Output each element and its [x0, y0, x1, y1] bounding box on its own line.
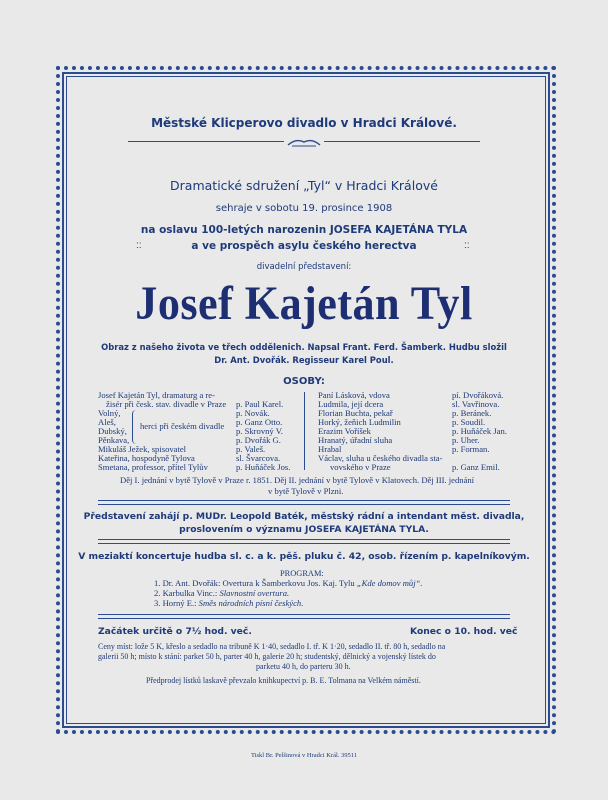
- cast-role: Volný,: [98, 408, 121, 418]
- marks-left: ::: [136, 240, 142, 251]
- section-divider: [98, 500, 510, 505]
- divider-left: [128, 141, 284, 142]
- cast-role: vovského v Praze: [330, 462, 391, 472]
- lecture-line-2: proslovením o významu JOSEFA KAJETÁNA TYLA.: [179, 524, 429, 535]
- program-work: Slavnostní overtura.: [219, 588, 290, 598]
- cast-role: Paní Lásková, vdova: [318, 390, 390, 400]
- cast-actor: sl. Vavřinova.: [452, 399, 500, 409]
- cast-actor: p. Soudil.: [452, 417, 486, 427]
- cast-actor: p. Ganz Emil.: [452, 462, 500, 472]
- printer-note: Tiskl Br. Pelšinová v Hradci Král. 39511: [250, 752, 358, 759]
- end-time: Konec o 10. hod. več: [410, 626, 518, 637]
- cast-role: Erazim Voříšek: [318, 426, 371, 436]
- program-item: [154, 599, 303, 609]
- cast-actor: pí. Dvořáková.: [452, 390, 504, 400]
- cast-role: Aleš,: [98, 417, 116, 427]
- performance-label: divadelní představení:: [256, 262, 352, 272]
- cast-actor: p. Novák.: [236, 408, 270, 418]
- acts-line-2: v bytě Tylově v Plzni.: [268, 486, 344, 496]
- cast-brace-note: herci při českém divadle: [140, 421, 225, 431]
- cast-role: Mikuláš Ježek, spisovatel: [98, 444, 187, 454]
- cast-role: Dubský,: [98, 426, 127, 436]
- prices-line-3: parketu 40 h, do parteru 30 h.: [256, 662, 351, 671]
- cast-actor: p. Ganz Otto.: [236, 417, 283, 427]
- program-work: „Kde domov můj“.: [356, 578, 423, 588]
- association-line: Dramatické sdružení „Tyl“ v Hradci Králové: [170, 178, 438, 193]
- cast-role: Kateřina, hospodyně Tylova: [98, 453, 195, 463]
- cast-role: Pěnkava,: [98, 435, 130, 445]
- cast-role: Josef Kajetán Tyl, dramaturg a re-: [98, 390, 215, 400]
- lecture-line-1: Představení zahájí p. MUDr. Leopold Baték, městský rádní a intendant měst. divadla,: [83, 511, 525, 522]
- cast-actor: p. Forman.: [452, 444, 490, 454]
- cast-role: Hranatý, úřadní sluha: [318, 435, 393, 445]
- program-work: Směs národních písní českých.: [198, 598, 304, 608]
- occasion-line-2: a ve prospěch asylu českého herectva: [191, 240, 417, 252]
- subtitle-line-1: Obraz z našeho života ve třech oddělenich. Napsal Frant. Ferd. Šamberk. Hudbu složil: [101, 342, 507, 352]
- cast-actor: p. Huňáček Jan.: [452, 426, 507, 436]
- cast-actor: p. Dvořák G.: [236, 435, 281, 445]
- date-line: sehraje v sobotu 19. prosince 1908: [215, 203, 393, 214]
- marks-right: ::: [464, 240, 470, 251]
- cast-actor: p. Beránek.: [452, 408, 492, 418]
- section-divider: [98, 614, 510, 619]
- cast-role: Ludmila, její dcera: [318, 399, 384, 409]
- section-divider: [98, 539, 510, 544]
- start-time: Začátek určitě o 7½ hod. več.: [98, 626, 252, 637]
- cast-role: Florian Buchta, pekař: [318, 408, 393, 418]
- cast-role: Smetana, professor, přítel Tylův: [98, 462, 208, 472]
- cast-actor: p. Skrovný V.: [236, 426, 283, 436]
- cast-heading: OSOBY:: [283, 376, 325, 387]
- play-title: Josef Kajetán Tyl: [135, 277, 473, 330]
- divider-right: [324, 141, 480, 142]
- cast-actor: p. Paul Karel.: [236, 399, 284, 409]
- cast-role: Horký, žeňich Ludmilin: [318, 417, 401, 427]
- cast-divider: [304, 392, 305, 470]
- presale-note: Předprodej lístků laskavě převzalo knihkupectví p. B. E. Tolmana na Velkém náměstí.: [146, 676, 421, 685]
- cast-actor: sl. Švarcova.: [236, 453, 281, 463]
- theatre-name: Městské Klicperovo divadlo v Hradci Králové.: [151, 116, 457, 130]
- occasion-line-1: na oslavu 100-letých narozenin JOSEFA KAJETÁNA TYLA: [140, 224, 468, 236]
- cast-actor: p. Uher.: [452, 435, 480, 445]
- cast-role: žisér při česk. stav. divadle v Praze: [106, 399, 227, 409]
- subtitle-line-2: Dr. Ant. Dvořák. Regisseur Karel Poul.: [214, 355, 394, 365]
- cast-actor: p. Huňáček Jos.: [236, 462, 291, 472]
- ornament-icon: [286, 135, 322, 147]
- program-heading: PROGRAM:: [280, 569, 324, 578]
- program-composer: 3. Horný E.:: [154, 598, 197, 608]
- prices-line-1: Ceny míst: lože 5 K, křeslo a sedadlo na tribuně K 1·40, sedadlo I. tř. K 1·20, sedadlo II. tř. 80 h, sedadlo na: [98, 642, 446, 651]
- cast-role: Václav, sluha u českého divadla sta-: [318, 453, 443, 463]
- acts-line-1: Děj I. jednání v bytě Tylově v Praze r. 1851. Děj II. jednání v bytě Tylově v Klatovech. Děj III. jednání: [120, 475, 475, 485]
- cast-brace: [132, 410, 139, 444]
- cast-actor: p. Valeš.: [236, 444, 266, 454]
- program-composer: 2. Karbulka Vinc.:: [154, 588, 218, 598]
- program-composer: 1. Dr. Ant. Dvořák: Overtura k Šamberkovu Jos. Kaj. Tylu: [154, 578, 355, 588]
- prices-line-2: galerii 50 h; místo k stání: parket 50 h, parter 40 h, galerie 20 h; studentský, dělnický a vojenský lístek do: [98, 652, 436, 661]
- cast-role: Hrabal: [318, 444, 342, 454]
- concert-line: V meziaktí koncertuje hudba sl. c. a k. pěš. pluku č. 42, osob. řízením p. kapelníkovým.: [78, 551, 530, 562]
